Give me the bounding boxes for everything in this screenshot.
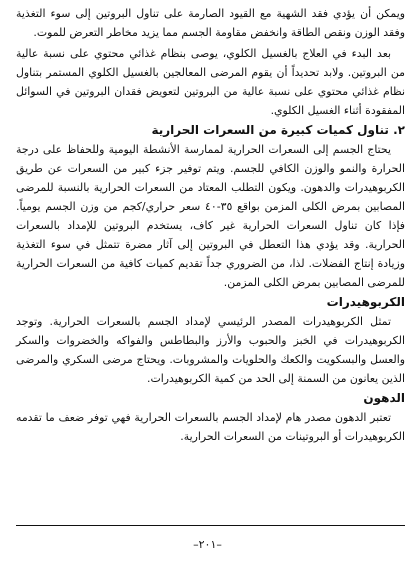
subheading-carbohydrates: الكربوهيدرات	[326, 295, 405, 309]
paragraph-fats: تعتبر الدهون مصدر هام لإمداد الجسم بالسعرات الحرارية فهي توفر ضعف ما تقدمه الكربوهيدرات أو البروتينات من السعرات الحرارية.	[16, 411, 405, 443]
paragraph-calories: يحتاج الجسم إلى السعرات الحرارية لممارسة الأنشطة اليومية وللحفاظ على درجة الحرارة والنمو والوزن الكافي للجسم. ويتم توفير جزء كبير من السعرات عن طريق الكربوهيدرات والدهون. ويكون التطلب المعتاد من السعرات الحرارية بالنسبة للمرضى المصابين بمرض الكلى المزمن بواقع ٣٥-٤٠ سعر حراري/كجم من وزن الجسم يومياً. فإذا كان تناول السعرات الحرارية غير كاف، يستخدم البروتين للإمداد بالسعرات الحرارية. وقد يؤدي هذا التعطل في البروتين إلى آثار مضرة تتمثل في سوء التغذية وزيادة إنتاج الفضلات. لذا، من الضروري جداً تقديم كميات كافية من السعرات الحرارية للمرضى المصابين بمرض الكلى المزمن.	[16, 143, 405, 289]
document-page	[16, 4, 405, 563]
subheading-fats: الدهون	[363, 391, 405, 405]
footer-divider	[16, 525, 405, 526]
paragraph-carbohydrates: تمثل الكربوهيدرات المصدر الرئيسي لإمداد الجسم بالسعرات الحرارية. وتوجد الكربوهيدرات في الخبز والحبوب والأرز والبطاطس والفواكه والخضروات والسكر والعسل والبسكويت والكعك والحلويات والمشروبات. ويحتاج مرضى السكري والمرضى الذين يعانون من السمنة إلى الحد من كمية الكربوهيدرات.	[16, 315, 405, 385]
page-number: –٢٠١–	[193, 538, 222, 551]
paragraph-dialysis: بعد البدء في العلاج بالغسيل الكلوي، يوصى بنظام غذائي محتوي على نسبة عالية من البروتين. ولابد تحديداً أن يقوم المرضى المعالجين بالغسيل الكلوي المستمر بتناول نظام غذائي محتوي على نسبة عالية من البروتين لتعويض فقدان البروتين في السوائل المفقودة أثناء الغسيل الكلوي.	[16, 47, 405, 117]
paragraph-intro: ويمكن أن يؤدي فقد الشهية مع القيود الصارمة على تناول البروتين إلى سوء التغذية وفقد الوزن ونقص الطاقة وانخفض مقاومة الجسم مما يزيد مخاطر التعرض للموت.	[16, 7, 405, 39]
section-heading-calories: ٢. تناول كميات كبيرة من السعرات الحرارية	[151, 123, 405, 137]
